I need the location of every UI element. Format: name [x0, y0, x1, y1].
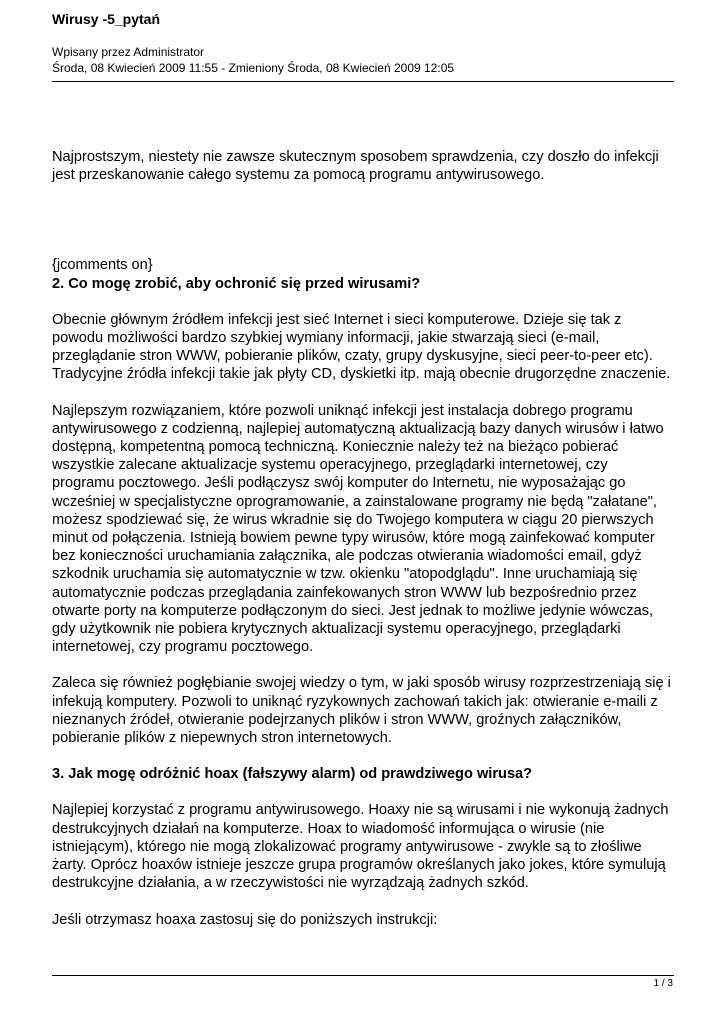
paragraph-sources: Obecnie głównym źródłem infekcji jest sieć Internet i sieci komputerowe. Dzieje się tak z powodu możliwości bardzo szybkiej wymiany informacji, jakie stwarzają sieci (e-mail, przeglądanie stron WWW, pobieranie plików, czaty, grupy dyskusyjne, sieci peer-to-peer etc). Tradycyjne źródła infekcji takie jak płyty CD, dyskietki itp. mają obecnie drugorzędne znaczenie. — [52, 311, 671, 383]
paragraph-hoax: Najlepiej korzystać z programu antywirusowego. Hoaxy nie są wirusami i nie wykonują żadnych destrukcyjnych działań na komputerze. Hoax to wiadomość informująca o wirusie (nie istniejącym), którego nie mogą zlokalizować programy antywirusowe - zwykle są to złośliwe żarty. Oprócz hoaxów istnieje jeszcze grupa programów określanych jako jokes, które symulują destrukcyjne działania, a w rzeczywistości nie wyrządzają żadnych szkód. — [52, 802, 669, 892]
section-heading-2: 2. Co mogę zrobić, aby ochronić się przed wirusami? — [52, 275, 421, 292]
author-line: Wpisany przez Administrator — [52, 45, 205, 59]
section-heading-3: 3. Jak mogę odróżnić hoax (fałszywy alarm) od prawdziwego wirusa? — [52, 766, 533, 783]
footer-divider — [52, 975, 674, 976]
page-title: Wirusy -5_pytań — [52, 11, 161, 27]
comments-tag: {jcomments on} — [52, 257, 153, 274]
paragraph-solution: Najlepszym rozwiązaniem, które pozwoli uniknąć infekcji jest instalacja dobrego programu antywirusowego z codzienną, najlepiej automatyczną aktualizacją bazy danych wirusów i łatwo dostępną, kompetentną pomocą techniczną. Koniecznie należy też na bieżąco pobierać wszystkie zalecane aktualizacje systemu operacyjnego, przeglądarki internetowej, czy programu pocztowego. Jeśli podłączysz swój komputer do Internetu, nie wyposażając go wcześniej w specjalistyczne oprogramowanie, a zainstalowane programy nie będą "załatane", możesz spodziewać się, że wirus wkradnie się do Twojego komputera w ciągu 20 pierwszych minut od połączenia. Istnieją bowiem pewne typy wirusów, które mogą zainfekować komputer bez konieczności uruchamiania załącznika, ale podczas otwierania wiadomości email, gdyż szkodnik uruchamia się automatycznie w tzw. okienku "atopodglądu". Inne uruchamiają się automatycznie podczas przeglądania zainfekowanych stron WWW lub bezpośrednio przez otwarte porty na komputerze podłączonym do sieci. Jest jednak to możliwe jedynie wówczas, gdy użytkownik nie pobiera krytycznych aktualizacji systemu operacyjnego, przeglądarki internetowej, czy programu pocztowego. — [52, 402, 664, 656]
paragraph-intro: Najprostszym, niestety nie zawsze skutecznym sposobem sprawdzenia, czy doszło do infekcji jest przeskanowanie całego systemu za pomocą programu antywirusowego. — [52, 149, 659, 184]
date-line: Środa, 08 Kwiecień 2009 11:55 - Zmieniony Środa, 08 Kwiecień 2009 12:05 — [52, 61, 455, 75]
article-body — [52, 148, 674, 929]
page-number: 1 / 3 — [653, 978, 673, 989]
paragraph-instructions: Jeśli otrzymasz hoaxa zastosuj się do poniższych instrukcji: — [52, 911, 438, 928]
article-meta — [52, 44, 454, 76]
header-divider — [52, 81, 674, 82]
paragraph-knowledge: Zaleca się również pogłębianie swojej wiedzy o tym, w jaki sposób wirusy rozprzestrzeniają się i infekują komputery. Pozwoli to uniknąć ryzykownych zachowań takich jak: otwieranie e-maili z nieznanych źródeł, otwieranie podejrzanych plików i stron WWW, groźnych załączników, pobieranie plików z niepewnych stron internetowych. — [52, 675, 671, 747]
